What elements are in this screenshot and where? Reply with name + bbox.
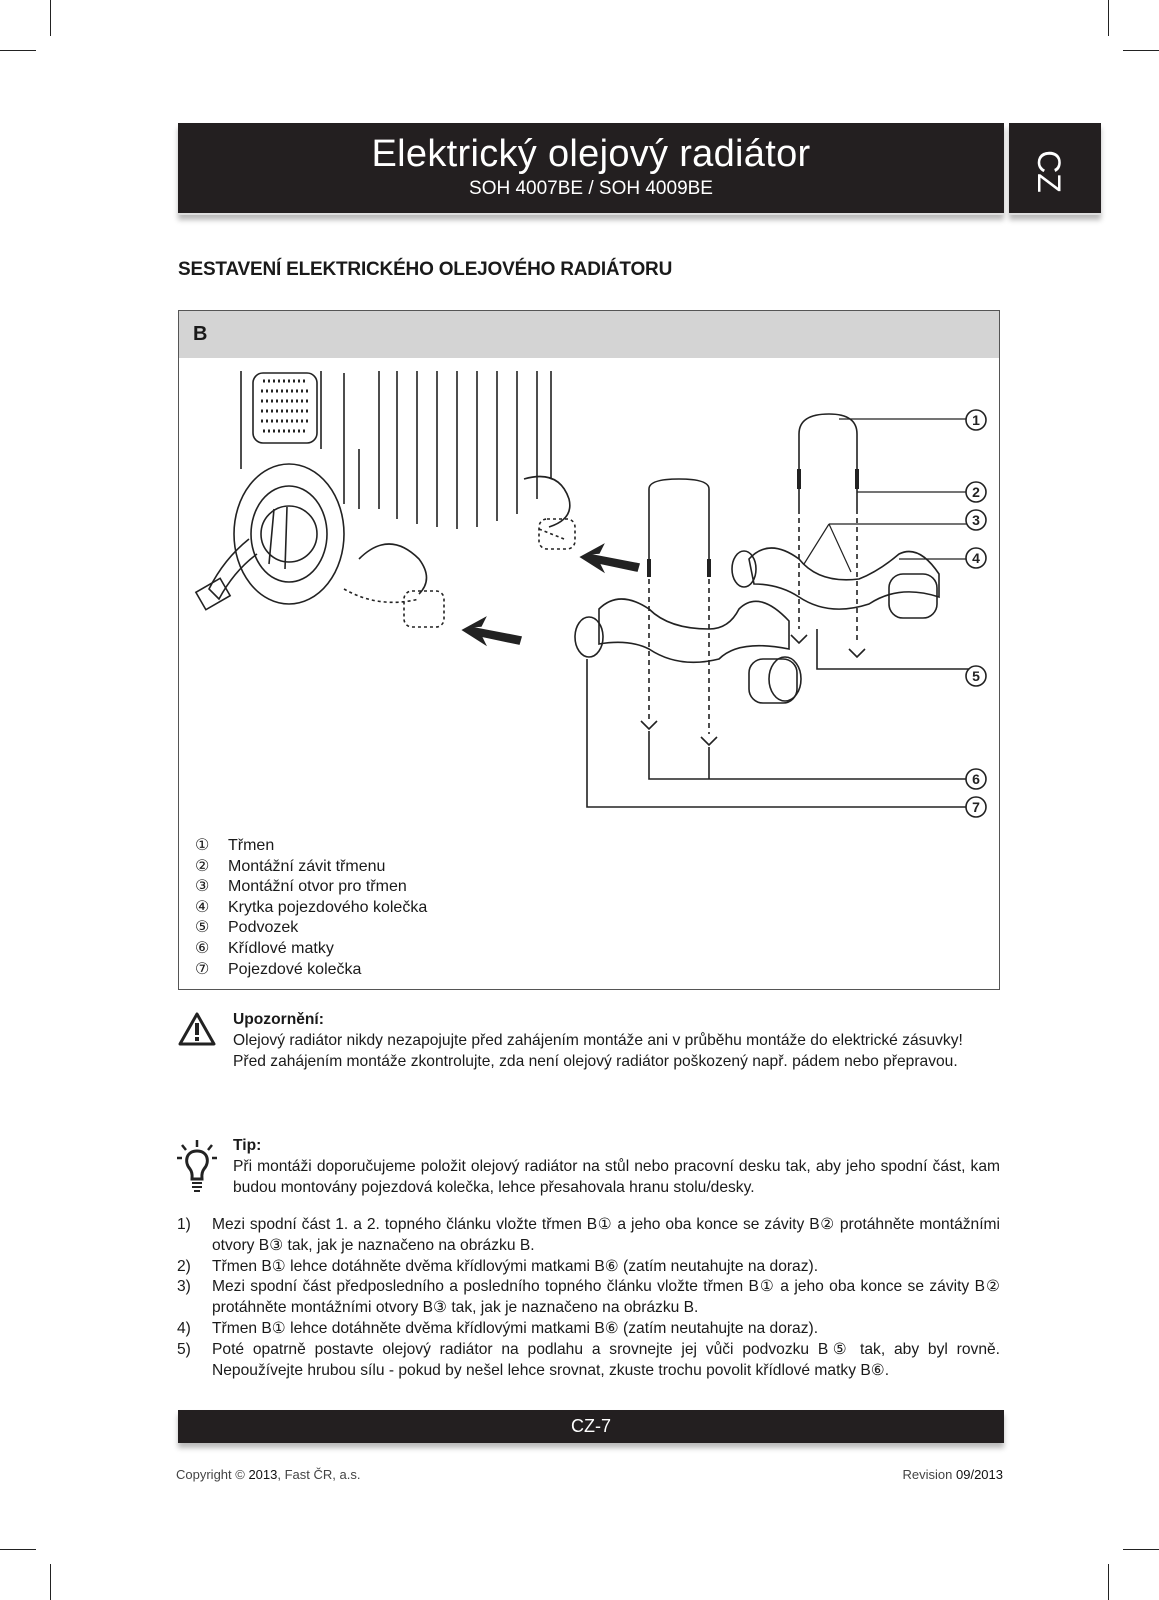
figure-label: B [193,323,208,345]
callout-markers [966,410,986,817]
arrow-icon [581,545,639,571]
tip-text: Při montáži doporučujeme položit olejový radiátor na stůl nebo pracovní desku tak, aby jeho spodní část, kam budou montovány pojezdová kolečka, lehce přesahovala hranu stolu/desky. [233,1157,1000,1196]
legend-item: ⑦ Pojezdové kolečka [195,960,362,978]
tip-title: Tip: [233,1137,262,1154]
warning-block [233,1010,1000,1072]
callout-7: 7 [972,799,980,815]
legend-item: ① Třmen [195,837,275,854]
assembly-illustration [179,359,999,819]
legend-item: ④ Krytka pojezdového kolečka [195,898,428,916]
crop-mark [50,1564,51,1600]
figure-header [179,311,999,358]
warning-title: Upozornění: [233,1011,324,1028]
language-tab [1009,123,1101,215]
figure-b [178,310,1000,990]
crop-mark [1108,1564,1109,1600]
step-item: 3) Mezi spodní část předposledního a posledního topného článku vložte třmen B① a jeho oba konce se závity B② protáhněte montážními otvory B③ tak, jak je naznačeno na obrázku B. [177,1278,1000,1317]
arrow-icon [463,618,521,644]
parts-legend [195,836,427,980]
copyright: Copyright © 2013, Fast ČR, a.s. [176,1467,361,1482]
warning-text: Před zahájením montáže zkontrolujte, zda není olejový radiátor poškozený např. pádem nebo přepravou. [233,1052,958,1070]
legend-item: ⑤ Podvozek [195,919,299,937]
warning-text: Olejový radiátor nikdy nezapojujte před zahájením montáže ani v průběhu montáže do elektrické zásuvky! [233,1031,963,1049]
section-title: SESTAVENÍ ELEKTRICKÉHO OLEJOVÉHO RADIÁTORU [178,259,673,280]
lightbulb-icon [176,1138,218,1194]
assembly-steps [177,1215,1000,1381]
crop-mark [50,0,51,36]
warning-triangle-icon [178,1012,216,1046]
tip-block [233,1136,1000,1198]
chassis-front [575,479,977,807]
legend-item: ③ Montážní otvor pro třmen [195,878,407,896]
callout-2: 2 [972,484,980,500]
title-banner [178,123,1004,215]
callout-6: 6 [972,771,980,787]
step-item: 5) Poté opatrně postavte olejový radiátor na podlahu a srovnejte jej vůči podvozku B⑤ tak, aby byl rovně. Nepoužívejte hrubou sílu - pokud by nešel lehce srovnat, zkuste trochu povolit křídlové matky B⑥. [177,1340,1000,1379]
legend-item: ⑥ Křídlové matky [195,939,334,957]
crop-mark [1123,50,1159,51]
crop-mark [1123,1549,1159,1550]
document-title: Elektrický olejový radiátor [371,133,811,175]
callout-5: 5 [972,668,980,684]
legend-item: ② Montážní závit třmenu [195,857,386,875]
step-item: 2) Třmen B① lehce dotáhněte dvěma křídlovými matkami B⑥ (zatím neutahujte na doraz). [177,1257,819,1275]
callout-3: 3 [972,512,980,528]
crop-mark [0,50,36,51]
crop-mark [1108,0,1109,36]
page-number-bar [178,1410,1004,1443]
callout-4: 4 [972,550,980,566]
page-number: CZ-7 [571,1416,611,1436]
step-item: 4) Třmen B① lehce dotáhněte dvěma křídlovými matkami B⑥ (zatím neutahujte na doraz). [177,1319,819,1337]
chassis-rear [732,414,977,669]
language-code: CZ [1030,150,1067,193]
callout-1: 1 [972,412,980,428]
revision: Revision 09/2013 [902,1467,1003,1482]
step-item: 1) Mezi spodní část 1. a 2. topného článku vložte třmen B① a jeho oba konce se závity B② protáhněte montážními otvory B③ tak, jak je naznačeno na obrázku B. [177,1216,1000,1254]
radiator-drawing [196,371,575,627]
model-numbers: SOH 4007BE / SOH 4009BE [469,178,713,199]
crop-mark [0,1549,36,1550]
